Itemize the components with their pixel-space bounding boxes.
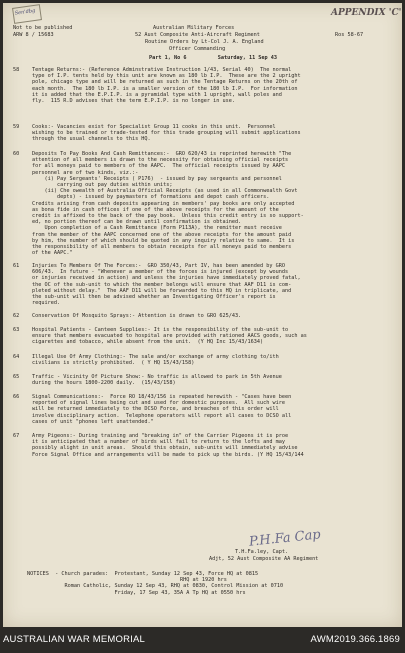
- item-67-text: Army Pigeons:- During training and "breaking in" of the Carrier Pigeons it is proe it is anticipated that a number of birds will fail to return to the lofts and may possibly alight in unit areas. Should this obtain, sub-units will immediately advise Force Signal Office and arrangements will be made to pick up the birds. (Y HQ 15/43/144: [32, 433, 304, 458]
- org-line-2: 52 Aust Composite Anti-Aircraft Regiment: [135, 32, 260, 38]
- item-number: 59: [13, 124, 20, 130]
- item-64-text: Illegal Use Of Army Clothing:- The sale and/or exchange of army clothing to/ith civilians is strictly prohibited. ( Y HQ 15/43/158): [32, 354, 279, 367]
- item-number: 67: [13, 433, 20, 439]
- item-63-text: Hospital Patients - Canteen Supplies:- It is the responsibility of the sub-unit to ensure that members evacuated to hospital are provided with rationed AACS goods, such as cigarettes and tobacco, while absent from the unit. (Y HQ Inc 15/43/1634): [32, 327, 307, 346]
- archive-id: AWM2019.366.1869: [310, 634, 400, 645]
- notices-block: NOTICES - Church parades: Protestant, Sunday 12 Sep 43, Force HQ at 0815 RHQ at 1920 hrs Roman Catholic, Sunday 12 Sep 43, RHQ at 0830, Control Mission at 0710 Friday, 17 Sep 43, 35A A Tp HQ at 0550 hrs: [27, 571, 284, 596]
- item-58-text: Tentage Returns:- (Reference Adminstrative Instruction 1/43, Serial 40) The normal type of I.P. tents held by this unit are known as 180 lb I.P. These are the 2 upright pole, chicago type and will be returned as such in the Tentage Returns on the 20th of each month. The 180 lb I.P. is a smaller version of the 180 lb I.P. For information it is added that the E.P.I.P. is a pyramidal type with 1 upright, wall poles and fly. 115 R.D advises that the term E.P.I.P. is no longer in use.: [32, 67, 301, 105]
- item-number: 65: [13, 374, 20, 380]
- item-number: 66: [13, 394, 20, 400]
- item-66-text: Signal Communications:- Force RO 18/43/156 is repeated herewith - "Cases have been reported of signal lines being cut and used for domestic purposes. All such wire will be returned immediately to the DCSO Force, and breaches of this order will involve disciplinary action. Telephone operators will report all cases to DCSO all cases of unit "phones left unattended.": [32, 394, 292, 425]
- not-published-note: Not to be published: [13, 25, 73, 31]
- item-number: 62: [13, 313, 20, 319]
- item-number: 60: [13, 151, 20, 157]
- signatory-name: T.H.Fa.ley, Capt.: [235, 549, 289, 555]
- file-reference: ARW 8 / 15683: [13, 32, 54, 38]
- stamp-handwriting: Sen'dbg: [14, 7, 36, 17]
- received-stamp: [12, 4, 42, 24]
- org-line-4: Officer Commanding: [169, 46, 226, 52]
- archive-name: AUSTRALIAN WAR MEMORIAL: [3, 634, 146, 645]
- part-line: Part 1, No 6 Saturday, 11 Sep 43: [149, 55, 278, 61]
- item-61-text: Injuries To Members Of The Forces:- GRO 350/43, Part IV, has been amended by GRO 606/43. In future - "Whenever a member of the forces is injured (except by wounds or injuries received in action) and unless the injuries have immediately proved fatal, the OC of the sub-unit to which the member belongs will ensure that AAF D11 is com- pleted without delay." The AAF D11 will be forwarded to this HQ in triplicate, and the sub-unit will then be advised whether an Investigating Officer's report is required.: [32, 263, 301, 307]
- handwritten-signature: P.H.Fa Cap: [248, 527, 322, 550]
- item-number: 58: [13, 67, 20, 73]
- item-number: 63: [13, 327, 20, 333]
- item-62-text: Conservation Of Mosquito Sprays:- Attention is drawn to GRO 625/43.: [32, 313, 242, 319]
- appendix-label: APPENDIX 'C': [331, 8, 402, 18]
- signatory-title: Adjt, 52 Aust Composite AA Regiment: [209, 556, 319, 562]
- ros-reference: Ros 58-67: [335, 32, 364, 38]
- document-page: [3, 3, 402, 627]
- item-59-text: Cooks:- Vacancies exist for Specialist Group 11 cooks in this unit. Personnel wishing to be trained or trade-tested for this trade grouping will submit applications through the usual channels to this HQ.: [32, 124, 301, 143]
- item-number: 64: [13, 354, 20, 360]
- item-60-text: Deposits To Pay Books And Cash Remittances:- GRO 620/43 is reprinted herewith "The attention of all members is drawn to the necessity for obtaining official receipts for all moneys paid to members of the AAPC. The official receipts issued by AAPC personnel are of two kinds, viz.:- (i) Pay Sergeants' Receipts ( P176) - issued by pay sergeants and personnel carrying out pay duties within units; (ii) Che owealth of Australia Official Receipts (as used in all Commonwealth Govt depts) - issued by paymasters of formations and depot cash officers. Credits arising from cash deposits appearing in members' pay books are only accepted as bona fide in cash offices if one of the above receipts for the amount of the credit is affixed to the back of the pay book. Unless this credit entry is so support- ed, no portion thereof can be drawn until confirmation is obtained. Upon completion of a Cash Remittance (Form P113A), the remitter must receive from the member of the AAPC concerned one of the above receipts for the amount paid by him, the number of which should be quoted in any inquiry relative to same. It is the responsibility of all members to obtain receipts for all moneys paid to members of the AAPC.": [32, 151, 304, 257]
- archive-footer: [0, 630, 405, 653]
- org-line-3: Routine Orders by Lt-Col J. A. England: [145, 39, 264, 45]
- item-number: 61: [13, 263, 20, 269]
- org-line-1: Australian Military Forces: [153, 25, 235, 31]
- item-65-text: Traffic - Vicinity Of Picture Show:- No traffic is allowed to park in 5th Avenue during the hours 1800-2200 daily. (15/43/158): [32, 374, 282, 387]
